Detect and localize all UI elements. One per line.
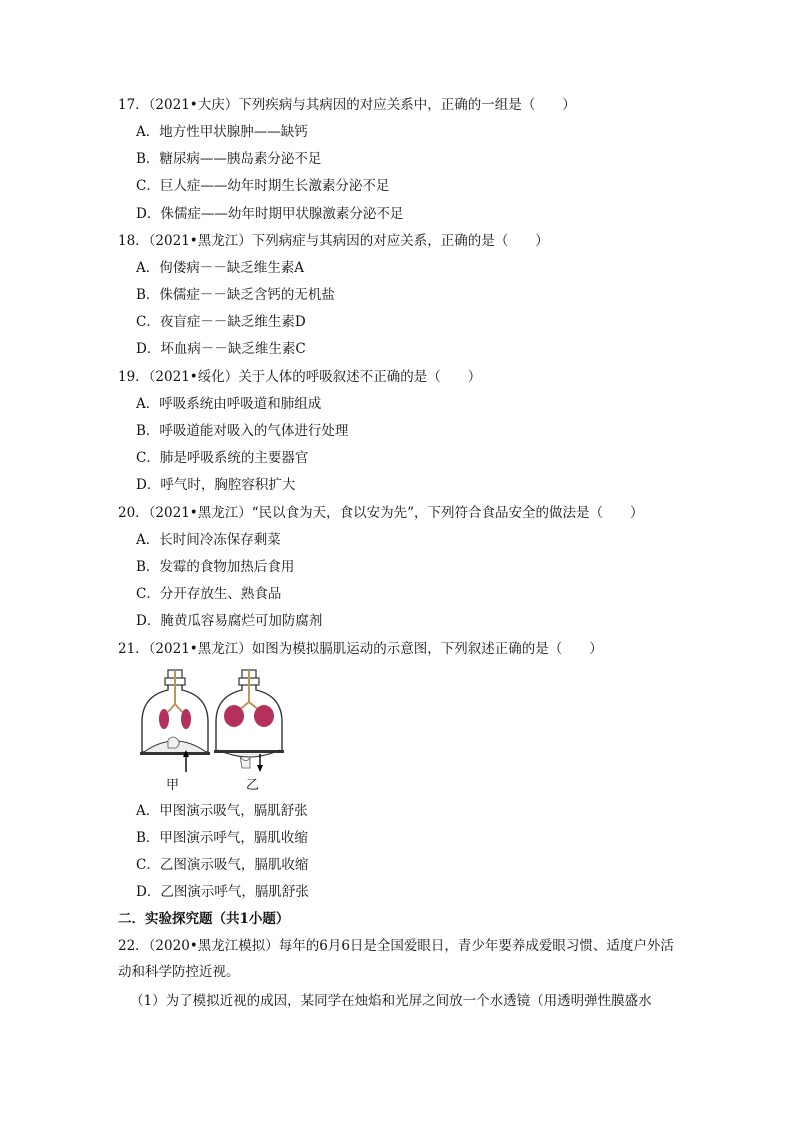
question-18-option-d: D．坏血病－－缺乏维生素C <box>136 341 306 357</box>
question-19-option-a: A．呼吸系统由呼吸道和肺组成 <box>136 396 322 412</box>
question-17-option-a: A．地方性甲状腺肿——缺钙 <box>136 124 308 140</box>
question-17-stem: 17．（2021•大庆）下列疾病与其病因的对应关系中，正确的一组是（ ） <box>118 97 576 113</box>
question-22-sub-1: （1）为了模拟近视的成因，某同学在烛焰和光屏之间放一个水透镜（用透明弹性膜盛水 <box>130 993 652 1009</box>
question-20-option-b: B．发霉的食物加热后食用 <box>136 559 295 575</box>
question-17-option-b: B．糖尿病——胰岛素分泌不足 <box>136 151 322 167</box>
question-21-option-c: C．乙图演示吸气，膈肌收缩 <box>136 857 309 873</box>
question-21-stem: 21．（2021•黑龙江）如图为模拟膈肌运动的示意图，下列叙述正确的是（ ） <box>118 641 603 657</box>
question-20-option-c: C．分开存放生、熟食品 <box>136 586 282 602</box>
diaphragm-model-illustration <box>138 664 288 794</box>
jar-yi <box>214 670 284 772</box>
question-20-option-a: A．长时间冷冻保存剩菜 <box>136 532 281 548</box>
figure-label-jia: 甲 <box>166 778 180 793</box>
figure-label-yi: 乙 <box>246 778 260 793</box>
question-19-stem: 19．（2021•绥化）关于人体的呼吸叙述不正确的是（ ） <box>118 369 482 385</box>
question-17-option-d: D．侏儒症——幼年时期甲状腺激素分泌不足 <box>136 206 404 222</box>
question-19-option-b: B．呼吸道能对吸入的气体进行处理 <box>136 423 349 439</box>
question-17-option-c: C．巨人症——幼年时期生长激素分泌不足 <box>136 178 390 194</box>
question-18-option-c: C．夜盲症－－缺乏维生素D <box>136 314 306 330</box>
question-21-option-b: B．甲图演示呼气，膈肌收缩 <box>136 830 308 846</box>
question-20-stem: 20．（2021•黑龙江）“民以食为天，食以安为先”，下列符合食品安全的做法是（ ） <box>118 505 644 521</box>
question-19-option-c: C．肺是呼吸系统的主要器官 <box>136 450 309 466</box>
question-20-option-d: D．腌黄瓜容易腐烂可加防腐剂 <box>136 613 323 629</box>
question-18-option-a: A．佝偻病－－缺乏维生素A <box>136 260 304 276</box>
question-22-stem: 22．（2020•黑龙江模拟）每年的6月6日是全国爱眼日，青少年要养成爱眼习惯、适度户外活动和科学防控近视。 <box>118 938 674 980</box>
question-21-option-d: D．乙图演示呼气，膈肌舒张 <box>136 884 309 900</box>
section-heading: 二．实验探究题（共1小题） <box>118 911 290 927</box>
jar-jia <box>140 670 210 772</box>
diaphragm-model-figure <box>138 664 288 794</box>
question-18-option-b: B．侏儒症－－缺乏含钙的无机盐 <box>136 287 335 303</box>
question-18-stem: 18．（2021•黑龙江）下列病症与其病因的对应关系，正确的是（ ） <box>118 233 549 249</box>
question-21-option-a: A．甲图演示吸气，膈肌舒张 <box>136 803 308 819</box>
question-19-option-d: D．呼气时，胸腔容积扩大 <box>136 477 296 493</box>
